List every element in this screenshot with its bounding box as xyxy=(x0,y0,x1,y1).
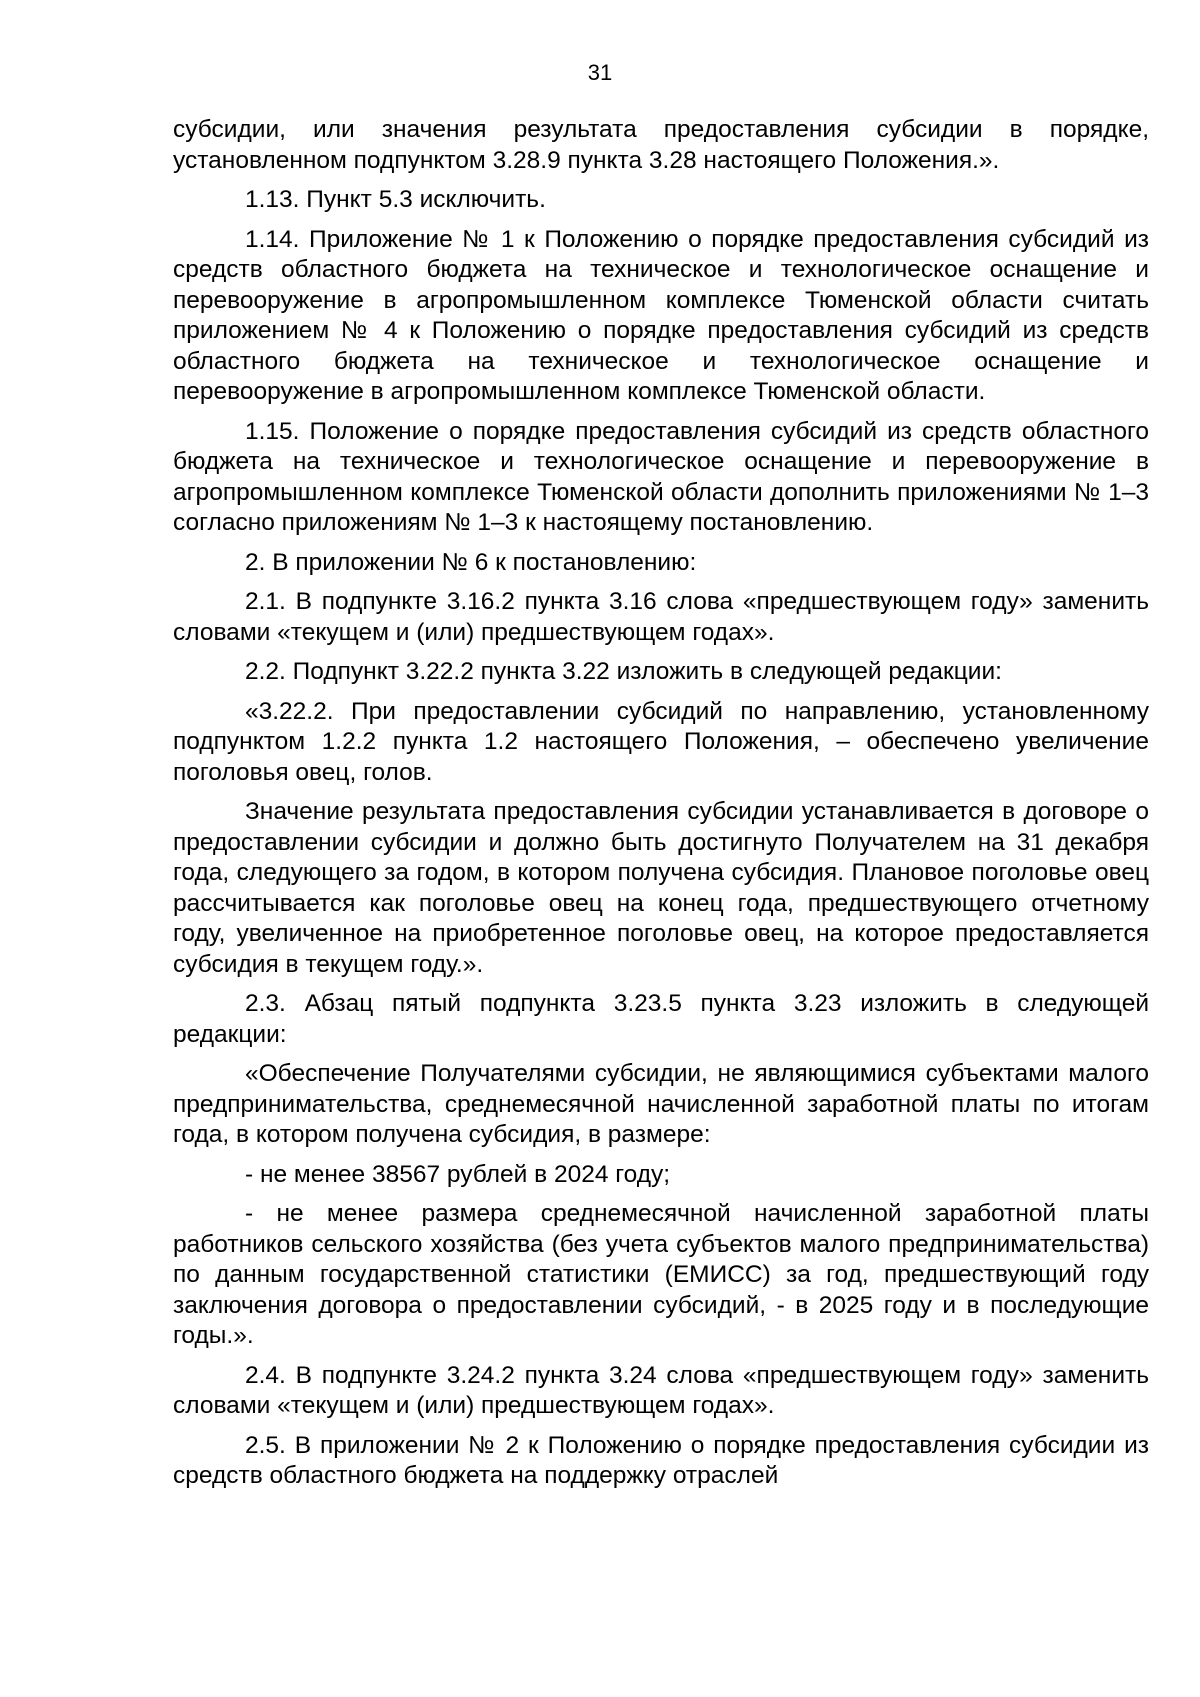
paragraph-2-3: 2.3. Абзац пятый подпункта 3.23.5 пункта 3.23 изложить в следующей редакции: xyxy=(173,990,1149,1048)
paragraph-1-14: 1.14. Приложение № 1 к Положению о порядке предоставления субсидий из средств областного бюджета на техническое и технологическое оснащение и перевооружение в агропромышленном комплексе Тюменской области считать приложением № 4 к Положению о порядке предоставления субсидий из средств областного бюджета на техническое и технологическое оснащение и перевооружение в агропромышленном комплексе Тюменской области. xyxy=(173,225,1149,405)
paragraph-3-22-2: «3.22.2. При предоставлении субсидий по направлению, установленному подпунктом 1.2.2 пункта 1.2 настоящего Положения, – обеспечено увеличение поголовья овец, голов. xyxy=(173,697,1149,786)
page-number: 31 xyxy=(587,60,613,85)
paragraph-salary-requirement: «Обеспечение Получателями субсидии, не являющимися субъектами малого предпринимательства, среднемесячной начисленной заработной платы по итогам года, в котором получена субсидия, в размере: xyxy=(173,1060,1149,1148)
paragraph-continuation: субсидии, или значения результата предоставления субсидии в порядке, установленном подпунктом 3.28.9 пункта 3.28 настоящего Положения.». xyxy=(173,116,1149,174)
paragraph-1-15: 1.15. Положение о порядке предоставления субсидий из средств областного бюджета на техническое и технологическое оснащение и перевооружение в агропромышленном комплексе Тюменской области дополнить приложениями № 1–3 согласно приложениям № 1–3 к настоящему постановлению. xyxy=(173,417,1149,536)
paragraph-2-2: 2.2. Подпункт 3.22.2 пункта 3.22 изложить в следующей редакции: xyxy=(245,658,1002,685)
paragraph-2025-item: - не менее размера среднемесячной начисленной заработной платы работников сельского хозяйства (без учета субъектов малого предпринимательства) по данным государственной статистики (ЕМИСС) за год, предшествующий году заключения договора о предоставлении субсидий, - в 2025 году и в последующие годы.». xyxy=(173,1200,1149,1349)
paragraph-2-5: 2.5. В приложении № 2 к Положению о порядке предоставления субсидии из средств областного бюджета на поддержку отраслей xyxy=(173,1431,1149,1489)
paragraph-2024-item: - не менее 38567 рублей в 2024 году; xyxy=(245,1160,671,1188)
paragraph-2-4: 2.4. В подпункте 3.24.2 пункта 3.24 слова «предшествующем году» заменить словами «текущем и (или) предшествующем годах». xyxy=(173,1361,1149,1419)
paragraph-1-13: 1.13. Пункт 5.3 исключить. xyxy=(245,186,546,213)
paragraph-2: 2. В приложении № 6 к постановлению: xyxy=(245,548,697,576)
paragraph-result-value: Значение результата предоставления субсидии устанавливается в договоре о предоставлении субсидии и должно быть достигнуто Получателем на 31 декабря года, следующего за годом, в котором получена субсидия. Плановое поголовье овец рассчитывается как поголовье овец на конец года, предшествующего отчетному году, увеличенное на приобретенное поголовье овец, на которое предоставляется субсидия в текущем году.». xyxy=(173,798,1149,978)
document-body xyxy=(173,115,1149,1492)
paragraph-2-1: 2.1. В подпункте 3.16.2 пункта 3.16 слова «предшествующем году» заменить словами «текущем и (или) предшествующем годах». xyxy=(173,588,1149,646)
